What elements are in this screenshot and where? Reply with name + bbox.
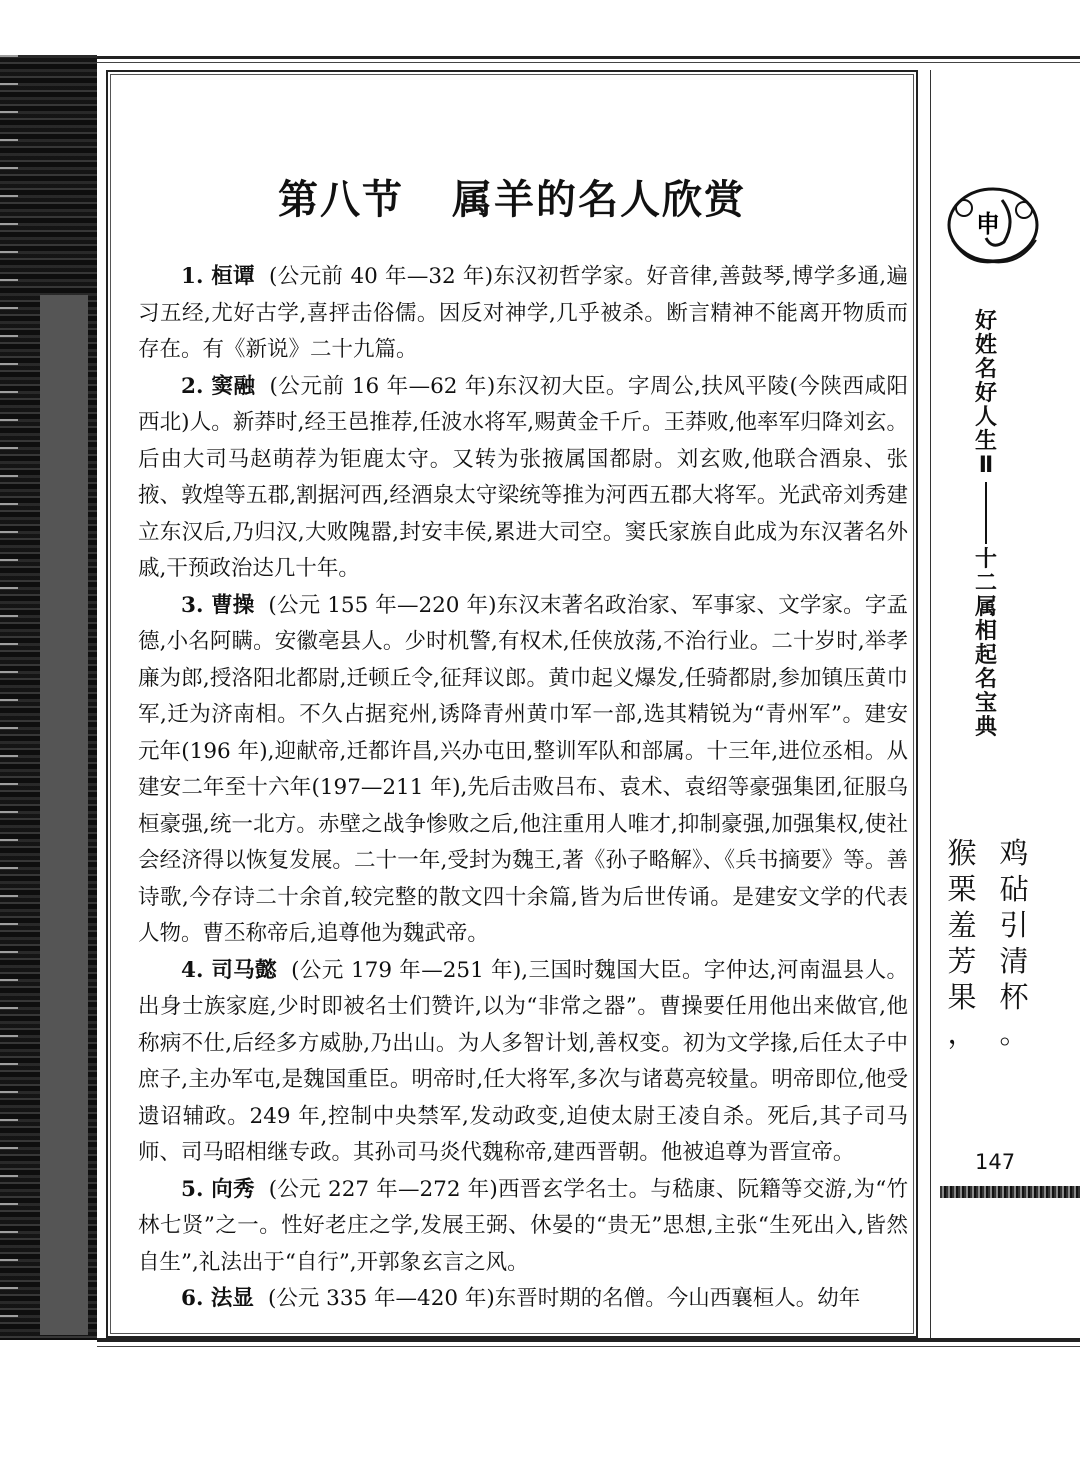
- section-number: 第八节: [278, 177, 404, 223]
- entry-text: (公元 179 年—251 年),三国时魏国大臣。字仲达,河南温县人。出身士族家庭,少时即被名士们赞许,以为“非常之器”。曹操要任用他出来做官,他称病不仕,后经多方威胁,乃出山。为人多智计划,善权变。初为文学掾,后任太子中庶子,主办军屯,是魏国重臣。明帝时,任大将军,多次与诸葛亮较量。明帝即位,他受遗诏辅政。249 年,控制中央禁军,发动政变,迫使太尉王凌自杀。死后,其子司马师、司马昭相继专政。其孙司马炎代魏称帝,建西晋朝。他被追尊为晋宣帝。: [138, 957, 908, 1165]
- article-body: [138, 259, 908, 1318]
- book-title-char: 名: [974, 667, 997, 692]
- book-title-char: 相: [974, 619, 997, 644]
- book-title-char: 名: [974, 357, 997, 382]
- book-spine-scan: [0, 55, 97, 1340]
- section-heading: 属羊的名人欣赏: [452, 177, 746, 223]
- entry-head: 6. 法显: [181, 1286, 254, 1311]
- couplet-char: 芳: [947, 944, 977, 978]
- entry-paragraph: [138, 259, 908, 369]
- top-rule: [97, 56, 1080, 59]
- bottom-rule-thin: [97, 1346, 1080, 1347]
- book-title-char: Ⅱ: [978, 453, 994, 478]
- entry-paragraph: [138, 1281, 908, 1318]
- book-title-char: 生: [974, 429, 997, 454]
- bottom-rule: [97, 1338, 1080, 1342]
- entry-text: (公元前 40 年—32 年)东汉初哲学家。好音律,善鼓琴,博学多通,遍习五经,尤好古学,喜抨击俗儒。因反对神学,几乎被杀。断言精神不能离开物质而存在。有《新说》二十九篇。: [138, 264, 908, 362]
- book-title-char: 起: [974, 643, 997, 668]
- couplet-char: 羞: [947, 908, 977, 942]
- entry-text: (公元 227 年—272 年)西晋玄学名士。与嵇康、阮籍等交游,为“竹林七贤”之一。性好老庄之学,发展王弼、休晏的“贵无”思想,主张“生死出入,皆然自生”,礼法出于“自行”,开郭象玄言之风。: [138, 1176, 908, 1275]
- couplet-left: [944, 835, 980, 1051]
- couplet-char: 杯: [999, 980, 1029, 1014]
- couplet-char: 果: [947, 980, 977, 1014]
- top-rule-thin: [97, 62, 1080, 63]
- page-number: 147: [975, 1150, 1016, 1174]
- book-title-char: 好: [974, 381, 997, 406]
- entry-head: 2. 窦融: [181, 373, 256, 399]
- couplet-char: 鸡: [999, 836, 1029, 870]
- couplet-char: 清: [999, 944, 1029, 978]
- book-title-char: 二: [974, 571, 997, 596]
- book-title-char: 姓: [974, 333, 997, 358]
- book-title-vertical: [970, 310, 1002, 740]
- entry-paragraph: [138, 588, 908, 953]
- entry-head: 4. 司马懿: [181, 957, 278, 983]
- entry-paragraph: [138, 1172, 908, 1282]
- title-dash: [985, 482, 987, 544]
- book-title-char: 十: [974, 547, 997, 572]
- book-title-char: 典: [974, 715, 997, 740]
- entry-text: (公元 155 年—220 年)东汉末著名政治家、军事家、文学家。字孟德,小名阿瞒。安徽亳县人。少时机警,有权术,任侠放荡,不治行业。二十岁时,举孝廉为郎,授洛阳北都尉,迁顿丘令,征拜议郎。黄巾起义爆发,任骑都尉,参加镇压黄巾军,迁为济南相。不久占据兖州,诱降青州黄巾军一部,选其精锐为“青州军”。建安元年(196 年),迎献帝,迁都许昌,兴办屯田,整训军队和部属。十三年,进位丞相。从建安二年至十六年(197—211 年),先后击败吕布、袁术、袁绍等豪强集团,征服乌桓豪强,统一北方。赤壁之战争惨败之后,他注重用人唯才,抑制豪强,加强集权,使社会经济得以恢复发展。二十一年,受封为魏王,著《孙子略解》、《兵书摘要》等。善诗歌,今存诗二十余首,较完整的散文四十余篇,皆为后世传诵。是建安文学的代表人物。曹丕称帝后,追尊他为魏武帝。: [138, 592, 908, 946]
- zodiac-emblem-icon: [942, 180, 1044, 270]
- book-title-char: 人: [974, 405, 997, 430]
- couplet-right: [996, 835, 1032, 1051]
- book-title-char: 属: [974, 595, 997, 620]
- entry-head: 3. 曹操: [181, 592, 255, 618]
- couplet-char: 砧: [999, 872, 1029, 906]
- couplet-char: 猴: [947, 836, 977, 870]
- emblem-character: 申: [976, 210, 1000, 238]
- page-number-band: [940, 1186, 1080, 1198]
- book-title-char: 宝: [974, 691, 997, 716]
- entry-paragraph: [138, 369, 908, 588]
- couplet-char: ，: [947, 1016, 977, 1050]
- entry-paragraph: [138, 953, 908, 1172]
- entry-text: (公元 335 年—420 年)东晋时期的名僧。今山西襄桓人。幼年: [267, 1286, 861, 1311]
- entry-head: 5. 向秀: [181, 1176, 255, 1202]
- couplet-char: 栗: [947, 872, 977, 906]
- entry-head: 1. 桓谭: [181, 264, 255, 289]
- couplet-char: 引: [999, 908, 1029, 942]
- book-title-char: 好: [974, 309, 997, 334]
- couplet-char: 。: [999, 1016, 1029, 1050]
- entry-text: (公元前 16 年—62 年)东汉初大臣。字周公,扶风平陵(今陕西咸阳西北)人。新莽时,经王邑推荐,任波水将军,赐黄金千斤。王莽败,他率军归降刘玄。后由大司马赵萌荐为钜鹿太守。又转为张掖属国都尉。刘玄败,他联合酒泉、张掖、敦煌等五郡,割据河西,经酒泉太守梁统等推为河西五郡大将军。光武帝刘秀建立东汉后,乃归汉,大败隗嚣,封安丰侯,累进大司空。窦氏家族自此成为东汉著名外戚,干预政治达几十年。: [138, 373, 908, 581]
- section-title: [110, 168, 914, 225]
- column-separator: [930, 70, 931, 1338]
